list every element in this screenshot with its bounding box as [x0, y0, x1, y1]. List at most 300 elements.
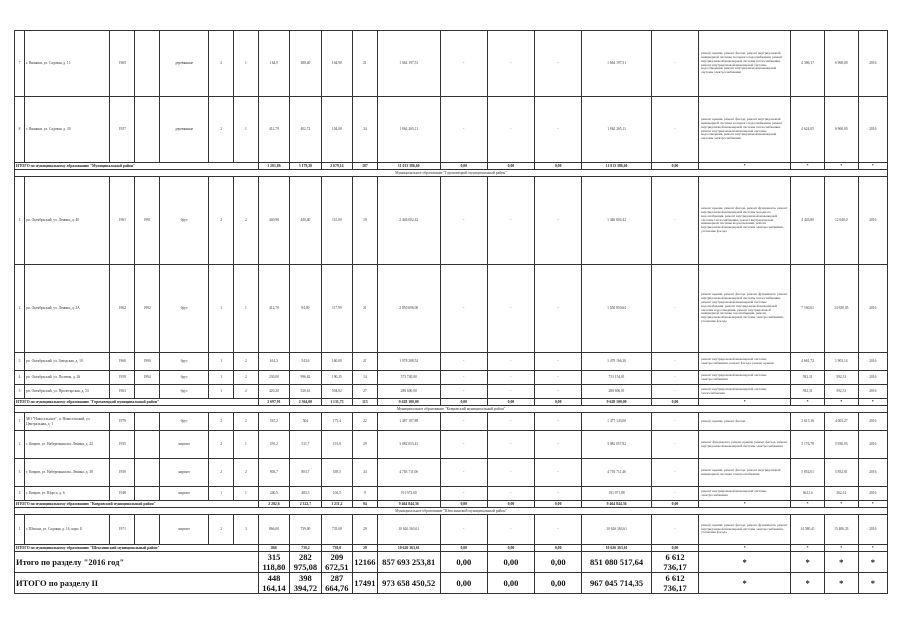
cell-u2: 6 968,00 — [824, 97, 858, 163]
cell-c1: - — [440, 487, 487, 501]
cell-c1: - — [440, 265, 487, 353]
cell-c3: - — [535, 487, 582, 501]
cell-u1: 592,31 — [791, 371, 825, 385]
cell-a3: 191,8 — [321, 431, 352, 459]
cell-mat: деревянные — [159, 31, 208, 97]
cell-c2: - — [487, 31, 534, 97]
cell-floors: 2 — [209, 97, 234, 163]
total-cell-c5: 0,00 — [651, 545, 698, 552]
total-cell-a3: 1 131,73 — [321, 399, 352, 406]
total-cell-c1: 0,00 — [440, 545, 487, 552]
section-header-row — [15, 508, 888, 515]
cell-c2: - — [487, 431, 534, 459]
total-cell-c5: 0,00 — [651, 399, 698, 406]
cell-cost: 2 850 696,00 — [377, 265, 440, 353]
table-row — [15, 265, 888, 353]
table-body — [15, 31, 888, 594]
cell-a1: 420,20 — [258, 385, 289, 399]
total-cell-end: * — [858, 163, 887, 170]
cell-floors: 1 — [209, 385, 234, 399]
total-cell-a3: 1 211,2 — [321, 501, 352, 508]
cell-c3: - — [535, 431, 582, 459]
cell-c3: - — [535, 371, 582, 385]
cell-c2: - — [487, 487, 534, 501]
total-cell-res: 12166 — [353, 552, 378, 573]
total-label: ИТОГО по разделу II — [15, 573, 259, 594]
cell-year: 1959 — [110, 371, 135, 385]
section-total-row — [15, 573, 888, 594]
cell-addr: рп. Октябрьский, ул. Ленина, д. 2А — [25, 265, 110, 353]
table-row — [15, 413, 888, 431]
total-cell-res: 187 — [353, 163, 378, 170]
total-cell-c3: 0,00 — [535, 501, 582, 508]
total-cell-c2: 0,00 — [487, 399, 534, 406]
cell-c5: - — [651, 385, 698, 399]
cell-mat: кирпич — [159, 515, 208, 545]
cell-c5: - — [651, 413, 698, 431]
cell-floors: 1 — [209, 371, 234, 385]
cell-addr: г. Вязники, ул. Садовая, д. 30 — [25, 97, 110, 163]
cell-u2: 6 968,00 — [824, 31, 858, 97]
cell-end: 2016 — [858, 97, 887, 163]
cell-res: 21 — [353, 265, 378, 353]
cell-ent: 2 — [234, 459, 259, 487]
cell-c3: - — [535, 353, 582, 371]
cell-year: 1979 — [110, 413, 135, 431]
cell-y2: 1994 — [135, 371, 160, 385]
cell-mat: брус — [159, 413, 208, 431]
cell-u2: 592,31 — [824, 385, 858, 399]
cell-end: 2016 — [858, 413, 887, 431]
cell-mat: деревянные — [159, 97, 208, 163]
total-label: ИТОГО по муниципальному образованию "Муниципальный район" — [15, 163, 259, 170]
cell-a1: 803,7 — [258, 459, 289, 487]
table-row — [15, 431, 888, 459]
cell-floors: 2 — [209, 515, 234, 545]
cell-cost: 191 972,00 — [377, 487, 440, 501]
cell-c1: - — [440, 177, 487, 265]
total-cell-res: 17491 — [353, 573, 378, 594]
cell-a2: 94,00 — [290, 265, 321, 353]
total-cell-end: * — [858, 501, 887, 508]
total-cell-c2: 0,00 — [487, 552, 534, 573]
cell-floors: 2 — [209, 31, 234, 97]
section-header-row — [15, 406, 888, 413]
cell-y2 — [135, 413, 160, 431]
cell-a1: 412,79 — [258, 97, 289, 163]
cell-c3: - — [535, 31, 582, 97]
cell-c2: - — [487, 413, 534, 431]
cell-c2: - — [487, 385, 534, 399]
cell-addr: г. Ковров, ул. Щорса, д. 6 — [25, 487, 110, 501]
cell-floors: 2 — [209, 431, 234, 459]
total-cell-c1: 0,00 — [440, 399, 487, 406]
cell-mat: кирпич — [159, 487, 208, 501]
capital-repair-table — [14, 30, 888, 594]
cell-u1: 4 624,05 — [791, 97, 825, 163]
total-cell-c3: 0,00 — [535, 552, 582, 573]
total-cell-end: * — [858, 545, 887, 552]
cell-end: 2016 — [858, 265, 887, 353]
total-cell-end: * — [858, 552, 887, 573]
cell-res: 34 — [353, 97, 378, 163]
cell-a2: 402,72 — [290, 97, 321, 163]
cell-works: ремонт внутридомовой инженерной системы теплоснабжения — [699, 385, 791, 399]
total-cell-works: * — [699, 399, 791, 406]
cell-y2 — [135, 515, 160, 545]
cell-mat: брус — [159, 265, 208, 353]
total-label: Итого по разделу "2016 год" — [15, 552, 259, 573]
cell-u1: 5 176,78 — [791, 431, 825, 459]
cell-ent: 3 — [234, 515, 259, 545]
total-cell-res: 29 — [353, 545, 378, 552]
total-cell-cost: 9 464 844,36 — [377, 501, 440, 508]
cell-c5: - — [651, 31, 698, 97]
total-cell-c2: 0,00 — [487, 545, 534, 552]
cell-cost: 1 487 107,89 — [377, 413, 440, 431]
cell-addr: рп. Октябрьский, ул. Заводская, д. 10 — [25, 353, 110, 371]
cell-year: 1963 — [110, 385, 135, 399]
total-cell-cost: 10 626 363,61 — [377, 545, 440, 552]
total-cell-c5: 6 612 736,17 — [651, 552, 698, 573]
cell-works: ремонт крыши, ремонт фасада, ремонт внутридомовой инженерной системы холодного водоснабжения, ремонт внутридомовой инженерной системы теплоснабжения, ремонт внутридомовой инженерной системы водоотведения, ремонт внутридомовой инженерной системы электроснабжения — [699, 97, 791, 163]
total-cell-c5: 6 612 736,17 — [651, 573, 698, 594]
cell-a2: 483,3 — [290, 487, 321, 501]
cell-floors: 1 — [209, 487, 234, 501]
total-cell-c4: 851 080 517,64 — [582, 552, 652, 573]
total-cell-a3: 209 672,51 — [321, 552, 352, 573]
total-cell-a1: 2 697,91 — [258, 399, 289, 406]
total-cell-works: * — [699, 163, 791, 170]
total-cell-a1: 3 201,86 — [258, 163, 289, 170]
cell-floors: 1 — [209, 353, 234, 371]
cell-u2: 15 406,33 — [824, 515, 858, 545]
total-cell-res: 113 — [353, 399, 378, 406]
cell-c4: 191 971,88 — [582, 487, 652, 501]
total-cell-cost: 9 628 100,00 — [377, 399, 440, 406]
total-cell-works: * — [699, 552, 791, 573]
cell-works: ремонт крыши, ремонт фасада, ремонт внутридомовой инженерной системы холодного водоснабжения, ремонт внутридомовой инженерной системы теплоснабжения, ремонт внутридомовой инженерной системы водоотведения, ремонт внутридомовой инженерной системы электроснабжения — [699, 31, 791, 97]
total-cell-u2: * — [824, 501, 858, 508]
cell-c5: - — [651, 431, 698, 459]
cell-u1: 362,14 — [791, 487, 825, 501]
total-cell-c5: 0,00 — [651, 501, 698, 508]
cell-n: 1 — [15, 515, 25, 545]
total-cell-c5: 0,00 — [651, 163, 698, 170]
cell-a2: 520,61 — [290, 385, 321, 399]
cell-n: 3 — [15, 459, 25, 487]
cell-year: 1950 — [110, 459, 135, 487]
total-cell-u2: * — [824, 399, 858, 406]
cell-cost: 1 862 265,11 — [377, 97, 440, 163]
cell-u2: 12 640,0 — [824, 177, 858, 265]
total-cell-c3: 0,00 — [535, 163, 582, 170]
total-cell-u2: * — [824, 552, 858, 573]
cell-c4: 1 477 143,00 — [582, 413, 652, 431]
cell-addr: рп. Октябрьский, ул. Пролетарская, д. 53 — [25, 385, 110, 399]
cell-u1: 7 160,01 — [791, 265, 825, 353]
section-header-row — [15, 170, 888, 177]
cell-res: 21 — [353, 353, 378, 371]
cell-end: 2016 — [858, 459, 887, 487]
cell-u1: 5 852,61 — [791, 459, 825, 487]
cell-y2 — [135, 459, 160, 487]
cell-works: ремонт крыши, ремонт фасада, ремонт фундамента, ремонт внутридомовой инженерной системы теплоснабжения, ремонт внутридомовой инженерной системы водоснабжения, ремонт внутридомовой инженерной системы водоотведения, ремонт внутридомовой инженерной системы газоснабжения, ремонт внутридомовой инженерной системы электроснабжения, утепление фасада — [699, 265, 791, 353]
total-cell-a1: 2 202,6 — [258, 501, 289, 508]
cell-res: 22 — [353, 413, 378, 431]
cell-ent: 2 — [234, 371, 259, 385]
total-cell-c4: 967 045 714,35 — [582, 573, 652, 594]
cell-a1: 412,70 — [258, 265, 289, 353]
total-cell-u2: * — [824, 573, 858, 594]
cell-works: ремонт крыши, ремонт фасада, ремонт фундамента, ремонт внутридомовой инженерной системы электроснабжения, утепление фасада — [699, 515, 791, 545]
cell-a1: 866,00 — [258, 515, 289, 545]
total-cell-c4: 9 628 100,00 — [582, 399, 652, 406]
cell-res: 14 — [353, 371, 378, 385]
cell-year: 1962 — [110, 265, 135, 353]
cell-end: 2016 — [858, 31, 887, 97]
cell-year: 1935 — [110, 431, 135, 459]
cell-cost: 10 626 363,61 — [377, 515, 440, 545]
cell-c2: - — [487, 515, 534, 545]
cell-c4: 3 082 057,82 — [582, 431, 652, 459]
total-cell-c2: 0,00 — [487, 573, 534, 594]
cell-c5: - — [651, 353, 698, 371]
cell-ent: 1 — [234, 31, 259, 97]
cell-c4: 1 862 265,11 — [582, 97, 652, 163]
cell-c2: - — [487, 371, 534, 385]
cell-c1: - — [440, 515, 487, 545]
total-cell-cost: 973 658 450,52 — [377, 573, 440, 594]
cell-ent: 2 — [234, 385, 259, 399]
cell-u2: 592,31 — [824, 371, 858, 385]
total-cell-u1: * — [791, 399, 825, 406]
cell-mat: брус — [159, 371, 208, 385]
cell-c1: - — [440, 413, 487, 431]
total-cell-c1: 0,00 — [440, 163, 487, 170]
total-cell-a3: 2 679,14 — [321, 163, 352, 170]
cell-u1: 14 580,41 — [791, 515, 825, 545]
cell-end: 2016 — [858, 431, 887, 459]
cell-y2 — [135, 31, 160, 97]
cell-a2: 504 — [290, 413, 321, 431]
total-cell-c3: 0,00 — [535, 573, 582, 594]
cell-a1: 164,9 — [258, 31, 289, 97]
cell-ent: 2 — [234, 353, 259, 371]
cell-floors: 2 — [209, 459, 234, 487]
cell-cost: 3 082 053,41 — [377, 431, 440, 459]
cell-c4: 4 703 711,46 — [582, 459, 652, 487]
cell-a3: 504,02 — [321, 385, 352, 399]
cell-mat: кирпич — [159, 459, 208, 487]
total-cell-res: 94 — [353, 501, 378, 508]
cell-a2: 380,40 — [290, 31, 321, 97]
cell-year: 1961 — [110, 177, 135, 265]
cell-a3: 164,90 — [321, 31, 352, 97]
cell-mat: брус — [159, 385, 208, 399]
cell-c5: - — [651, 371, 698, 385]
cell-cost: 573 740,00 — [377, 371, 440, 385]
total-cell-c2: 0,00 — [487, 501, 534, 508]
total-cell-works: * — [699, 501, 791, 508]
cell-a1: 230,00 — [258, 371, 289, 385]
cell-a3: 735,00 — [321, 515, 352, 545]
cell-u2: 362,14 — [824, 487, 858, 501]
cell-a3: 175,4 — [321, 413, 352, 431]
cell-y2: 1991 — [135, 177, 160, 265]
cell-res: 9 — [353, 487, 378, 501]
cell-cost: 2 446 002,42 — [377, 177, 440, 265]
cell-works: ремонт крыши, ремонт фасада, ремонт фундамента, ремонт внутридомовой инженерной системы холодного водоснабжения, ремонт внутридомовой инженерной системы теплоснабжения, ремонт внутридомовой инженерной системы водоотведения, ремонт внутридомовой инженерной системы электроснабжения, утепление фасада — [699, 177, 791, 265]
cell-c5: - — [651, 265, 698, 353]
municipal-total-row — [15, 501, 888, 508]
cell-res: 34 — [353, 459, 378, 487]
cell-c4: 1 479 166,30 — [582, 353, 652, 371]
cell-cost: 1 978 288,52 — [377, 353, 440, 371]
cell-y2 — [135, 385, 160, 399]
total-cell-u2: * — [824, 163, 858, 170]
cell-u1: 4 386,17 — [791, 31, 825, 97]
cell-c2: - — [487, 459, 534, 487]
total-cell-c4: 10 626 363,61 — [582, 545, 652, 552]
cell-addr: г. Ковров, ул. Набережная им. Ленина, д. 38 — [25, 459, 110, 487]
cell-floors: 2 — [209, 413, 234, 431]
table-row — [15, 459, 888, 487]
cell-u2: 14 650,05 — [824, 265, 858, 353]
cell-ent: 1 — [234, 431, 259, 459]
cell-c3: - — [535, 515, 582, 545]
total-cell-a2: 2 322,7 — [290, 501, 321, 508]
cell-cost: 4 703 711,06 — [377, 459, 440, 487]
total-cell-works: * — [699, 545, 791, 552]
total-cell-a1: 866 — [258, 545, 289, 552]
table-row — [15, 515, 888, 545]
cell-res: 29 — [353, 431, 378, 459]
cell-works: ремонт внутридомовой инженерной системы электроснабжения — [699, 487, 791, 501]
total-cell-a2: 3 179,20 — [290, 163, 321, 170]
cell-end: 2016 — [858, 487, 887, 501]
cell-year: 1957 — [110, 97, 135, 163]
total-cell-a1: 448 164,14 — [258, 573, 289, 594]
cell-ent: 1 — [234, 97, 259, 163]
cell-year: 1948 — [110, 487, 135, 501]
total-cell-a2: 739,2 — [290, 545, 321, 552]
cell-res: 27 — [353, 385, 378, 399]
cell-n: 1 — [15, 413, 25, 431]
cell-n: 7 — [15, 31, 25, 97]
cell-a2: 739,00 — [290, 515, 321, 545]
cell-c5: - — [651, 459, 698, 487]
cell-a3: 104,00 — [321, 97, 352, 163]
section-title: Муниципальное образование "Ковровский муниципальный район" — [15, 406, 888, 413]
cell-addr: г. Ковров, ул. Набережная им. Ленина, д. 42 — [25, 431, 110, 459]
total-cell-a2: 2 364,00 — [290, 399, 321, 406]
cell-n: 1 — [15, 177, 25, 265]
cell-c4: 1 446 002,42 — [582, 177, 652, 265]
cell-res: 21 — [353, 31, 378, 97]
cell-a2: 531,7 — [290, 431, 321, 459]
cell-c1: - — [440, 431, 487, 459]
cell-a2: 996,82 — [290, 371, 321, 385]
cell-n: 2 — [15, 431, 25, 459]
total-cell-a3: 287 664,76 — [321, 573, 352, 594]
total-label: ИТОГО по муниципальному образованию "Гороховецкий муниципальный район" — [15, 399, 259, 406]
cell-c4: 1 550 850,64 — [582, 265, 652, 353]
total-cell-u1: * — [791, 573, 825, 594]
total-cell-a2: 282 975,08 — [290, 552, 321, 573]
cell-n: 4 — [15, 371, 25, 385]
cell-c3: - — [535, 413, 582, 431]
cell-cost: 1 664 197,51 — [377, 31, 440, 97]
cell-u2: 4 003,27 — [824, 413, 858, 431]
municipal-total-row — [15, 399, 888, 406]
total-cell-works: * — [699, 573, 791, 594]
cell-n: 2 — [15, 265, 25, 353]
total-label: ИТОГО по муниципальному образованию "Ковровский муниципальный район" — [15, 501, 259, 508]
section-title: Муниципальное образование "Гороховецкий муниципальный район" — [15, 170, 888, 177]
cell-works: ремонт крыши, ремонт фасада, ремонт внутридомовой инженерной системы электроснабжения — [699, 459, 791, 487]
cell-c4: 288 600,01 — [582, 385, 652, 399]
cell-a3: 115,00 — [321, 177, 352, 265]
total-cell-c3: 0,00 — [535, 545, 582, 552]
cell-a1: 591,2 — [258, 431, 289, 459]
cell-y2 — [135, 431, 160, 459]
cell-a1: 240,5 — [258, 487, 289, 501]
cell-end: 2016 — [858, 177, 887, 265]
cell-a3: 190,25 — [321, 371, 352, 385]
cell-works: ремонт внутридомовой инженерной системы электроснабжения, ремонт фасада, ремонт крыши — [699, 353, 791, 371]
total-cell-c4: 11 013 386,60 — [582, 163, 652, 170]
table-row — [15, 353, 888, 371]
total-cell-a3: 739,0 — [321, 545, 352, 552]
cell-a2: 543,6 — [290, 353, 321, 371]
cell-y2 — [135, 97, 160, 163]
table-row — [15, 371, 888, 385]
cell-y2: 1990 — [135, 353, 160, 371]
municipal-total-row — [15, 545, 888, 552]
cell-c1: - — [440, 353, 487, 371]
cell-year: 1960 — [110, 353, 135, 371]
cell-addr: рп. Октябрьский, ул. Ленина, д. 40 — [25, 177, 110, 265]
cell-a3: 104,5 — [321, 487, 352, 501]
cell-mat: брус — [159, 353, 208, 371]
cell-c5: - — [651, 515, 698, 545]
cell-a1: 567,2 — [258, 413, 289, 431]
cell-year: 1965 — [110, 31, 135, 97]
cell-addr: МО "Новосельское", п. Новосельский, ул. Центральная, д. 1 — [25, 413, 110, 431]
cell-c1: - — [440, 459, 487, 487]
cell-c3: - — [535, 265, 582, 353]
total-cell-a1: 315 118,80 — [258, 552, 289, 573]
cell-works: ремонт крыши, ремонт фасада — [699, 413, 791, 431]
cell-ent: 2 — [234, 177, 259, 265]
cell-y2: 1992 — [135, 265, 160, 353]
cell-c1: - — [440, 31, 487, 97]
cell-year: 1971 — [110, 515, 135, 545]
total-cell-end: * — [858, 399, 887, 406]
cell-n: 5 — [15, 385, 25, 399]
cell-end: 2016 — [858, 385, 887, 399]
total-cell-u1: * — [791, 501, 825, 508]
total-cell-end: * — [858, 573, 887, 594]
cell-c4: 733 154,01 — [582, 371, 652, 385]
cell-u2: 5 852,81 — [824, 459, 858, 487]
cell-a1: 440,90 — [258, 177, 289, 265]
cell-n: 4 — [15, 487, 25, 501]
table-row — [15, 177, 888, 265]
cell-c3: - — [535, 177, 582, 265]
cell-mat: кирпич — [159, 431, 208, 459]
